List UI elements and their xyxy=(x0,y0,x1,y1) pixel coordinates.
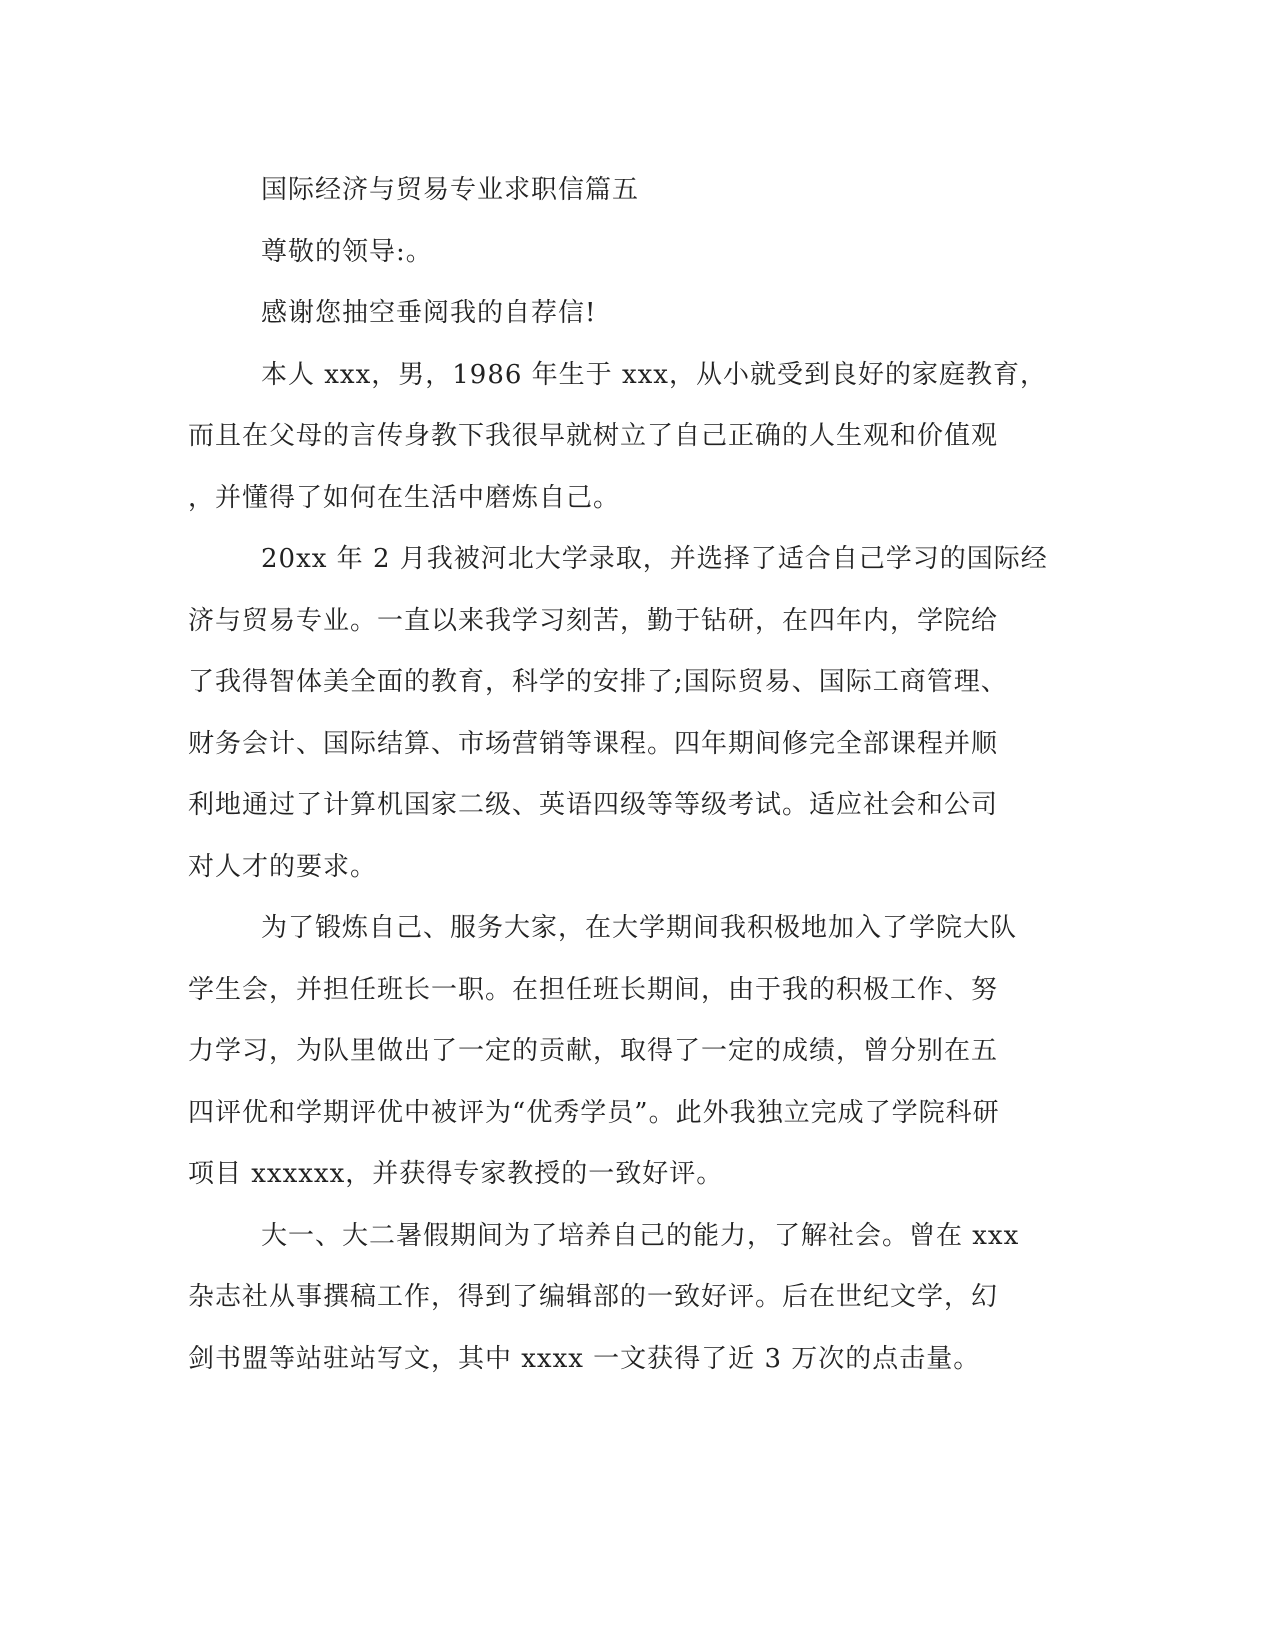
salutation: 尊敬的领导:。 xyxy=(261,236,433,267)
paragraph-line: 项目 xxxxxx，并获得专家教授的一致好评。 xyxy=(188,1159,724,1189)
paragraph-line: 利地通过了计算机国家二级、英语四级等等级考试。适应社会和公司 xyxy=(188,790,999,820)
letter-body xyxy=(188,160,1058,1390)
paragraph-line: 本人 xxx，男，1986 年生于 xxx，从小就受到良好的家庭教育， xyxy=(261,359,1047,390)
paragraph-2 xyxy=(188,529,1058,898)
paragraph-line: 力学习，为队里做出了一定的贡献，取得了一定的成绩，曾分别在五 xyxy=(188,1036,999,1066)
paragraph-3 xyxy=(188,898,1058,1206)
thanks-line: 感谢您抽空垂阅我的自荐信! xyxy=(261,298,597,328)
paragraph-line: 财务会计、国际结算、市场营销等课程。四年期间修完全部课程并顺 xyxy=(188,728,999,759)
paragraph-line: 学生会，并担任班长一职。在担任班长期间，由于我的积极工作、努 xyxy=(188,974,999,1005)
paragraph-line: 为了锻炼自己、服务大家，在大学期间我积极地加入了学院大队 xyxy=(261,913,1018,943)
paragraph-line: 济与贸易专业。一直以来我学习刻苦，勤于钻研，在四年内，学院给 xyxy=(188,605,999,636)
paragraph-line: 四评优和学期评优中被评为“优秀学员”。此外我独立完成了学院科研 xyxy=(188,1097,1000,1128)
paragraph-line: ，并懂得了如何在生活中磨炼自己。 xyxy=(188,482,621,513)
paragraph-line: 大一、大二暑假期间为了培养自己的能力，了解社会。曾在 xxx xyxy=(261,1220,1020,1251)
letter-title: 国际经济与贸易专业求职信篇五 xyxy=(261,175,640,205)
paragraph-4 xyxy=(188,1206,1058,1391)
paragraph-line: 20xx 年 2 月我被河北大学录取，并选择了适合自己学习的国际经 xyxy=(261,544,1048,574)
paragraph-1 xyxy=(188,345,1058,530)
paragraph-line: 剑书盟等站驻站写文，其中 xxxx 一文获得了近 3 万次的点击量。 xyxy=(188,1343,981,1374)
paragraph-line: 而且在父母的言传身教下我很早就树立了自己正确的人生观和价值观 xyxy=(188,421,999,451)
paragraph-line: 了我得智体美全面的教育，科学的安排了;国际贸易、国际工商管理、 xyxy=(188,667,1008,697)
paragraph-line: 杂志社从事撰稿工作，得到了编辑部的一致好评。后在世纪文学，幻 xyxy=(188,1282,999,1312)
paragraph-line: 对人才的要求。 xyxy=(188,851,378,882)
